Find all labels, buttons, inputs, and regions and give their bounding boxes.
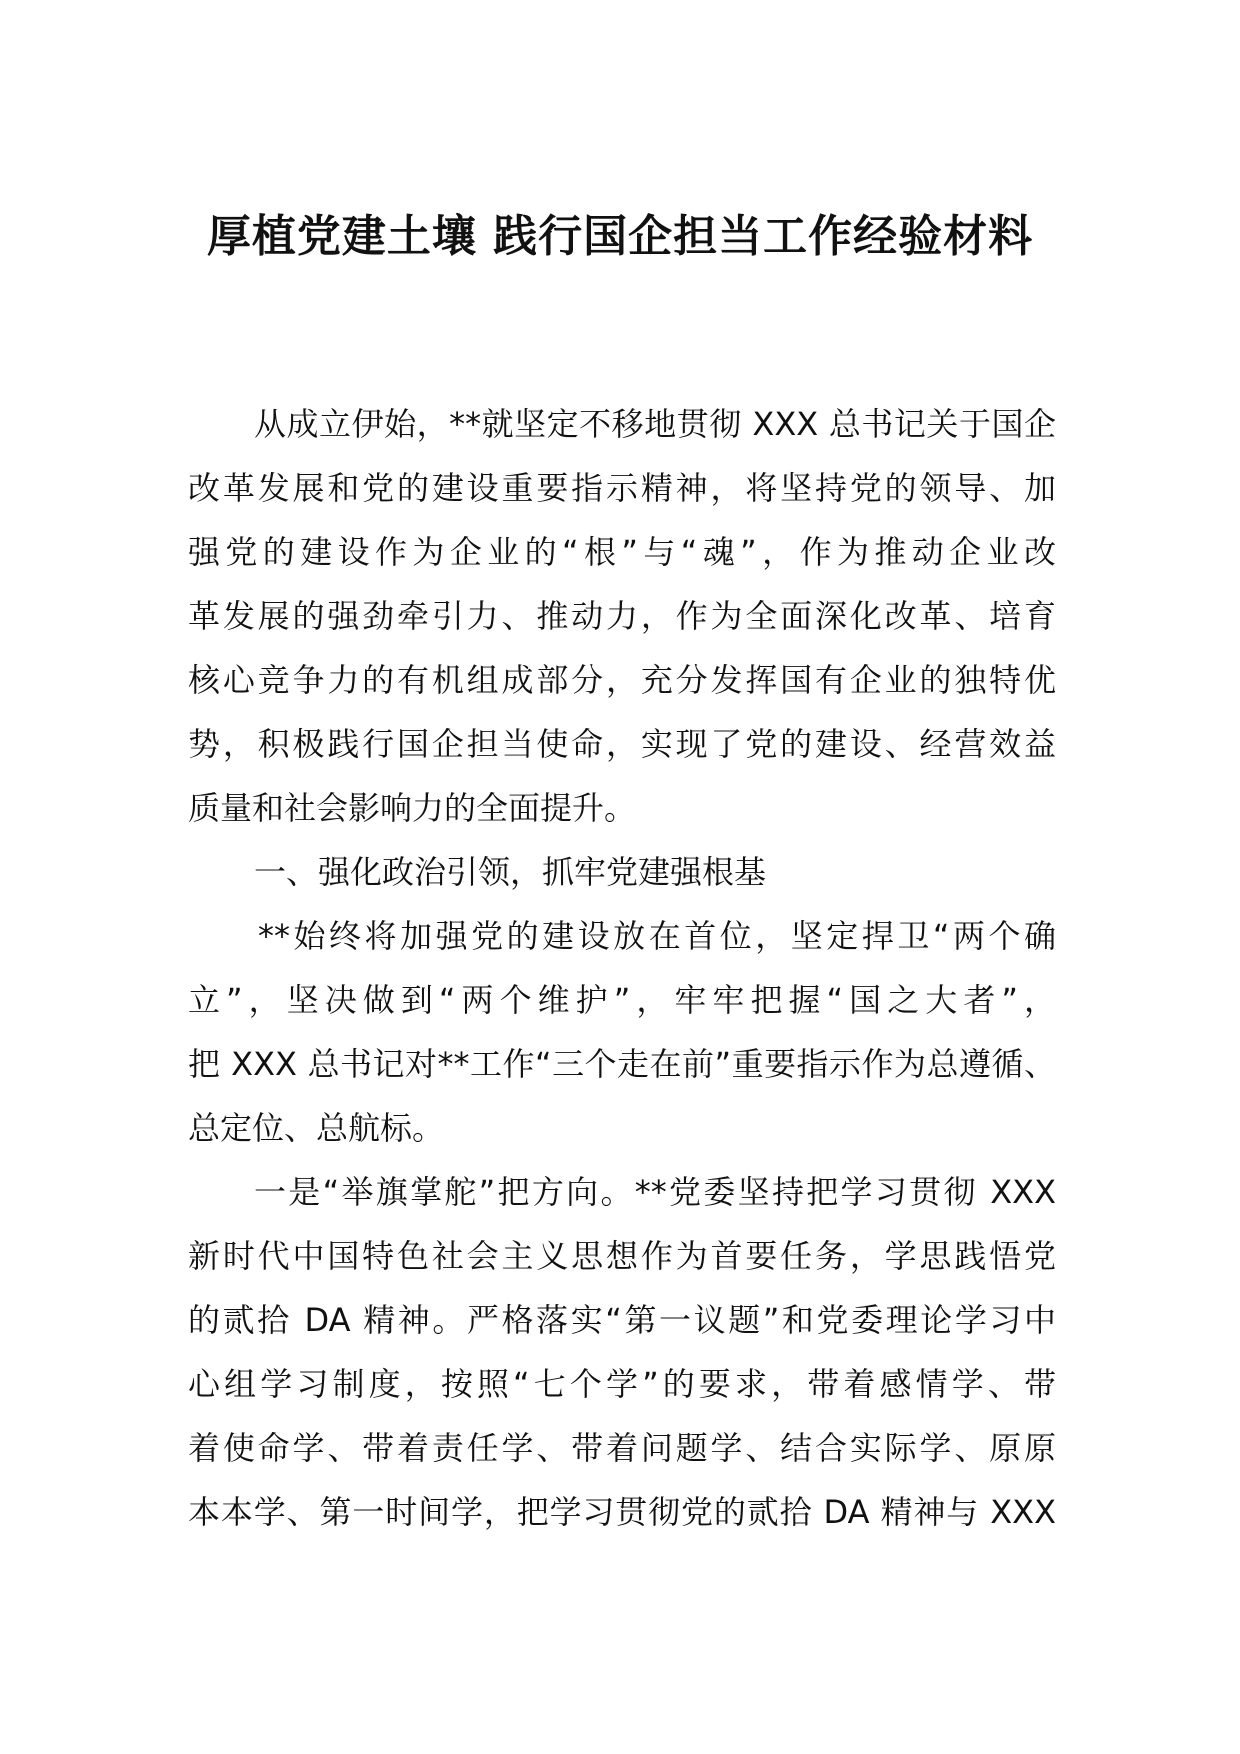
section-heading-text: 一、强化政治引领，抓牢党建强根基: [254, 853, 767, 891]
document-title: 厚植党建土壤 践行国企担当工作经验材料: [206, 211, 1034, 262]
text-line: 改革发展和党的建设重要指示精神，将坚持党的领导、加: [188, 469, 1056, 507]
text-line: **始终将加强党的建设放在首位，坚定捍卫“两个确: [258, 917, 1056, 955]
text-line: 质量和社会影响力的全面提升。: [188, 789, 637, 827]
paragraph-section-1: [188, 904, 1056, 1160]
paragraph-point-1: [188, 1160, 1056, 1544]
document-body: [188, 392, 1056, 1544]
text-line: 立”，坚决做到“两个维护”，牢牢把握“国之大者”，: [188, 981, 1056, 1019]
paragraph-intro: [188, 392, 1056, 840]
text-line: 核心竞争力的有机组成部分，充分发挥国有企业的独特优: [188, 661, 1056, 699]
text-line: 把 XXX 总书记对**工作“三个走在前”重要指示作为总遵循、: [188, 1045, 1056, 1083]
text-line: 从成立伊始，**就坚定不移地贯彻 XXX 总书记关于国企: [254, 405, 1056, 443]
text-line: 势，积极践行国企担当使命，实现了党的建设、经营效益: [188, 725, 1056, 763]
text-line: 革发展的强劲牵引力、推动力，作为全面深化改革、培育: [188, 597, 1056, 635]
text-line: 一是“举旗掌舵”把方向。**党委坚持把学习贯彻 XXX: [254, 1173, 1056, 1211]
text-line: 着使命学、带着责任学、带着问题学、结合实际学、原原: [188, 1429, 1056, 1467]
text-line: 强党的建设作为企业的“根”与“魂”，作为推动企业改: [188, 533, 1056, 571]
text-line: 的贰拾 DA 精神。严格落实“第一议题”和党委理论学习中: [188, 1301, 1056, 1339]
text-line: 本本学、第一时间学，把学习贯彻党的贰拾 DA 精神与 XXX: [188, 1493, 1056, 1531]
section-heading: [188, 840, 1056, 904]
text-line: 总定位、总航标。: [188, 1109, 445, 1147]
text-line: 心组学习制度，按照“七个学”的要求，带着感情学、带: [188, 1365, 1056, 1403]
text-line: 新时代中国特色社会主义思想作为首要任务，学思践悟党: [188, 1237, 1056, 1275]
